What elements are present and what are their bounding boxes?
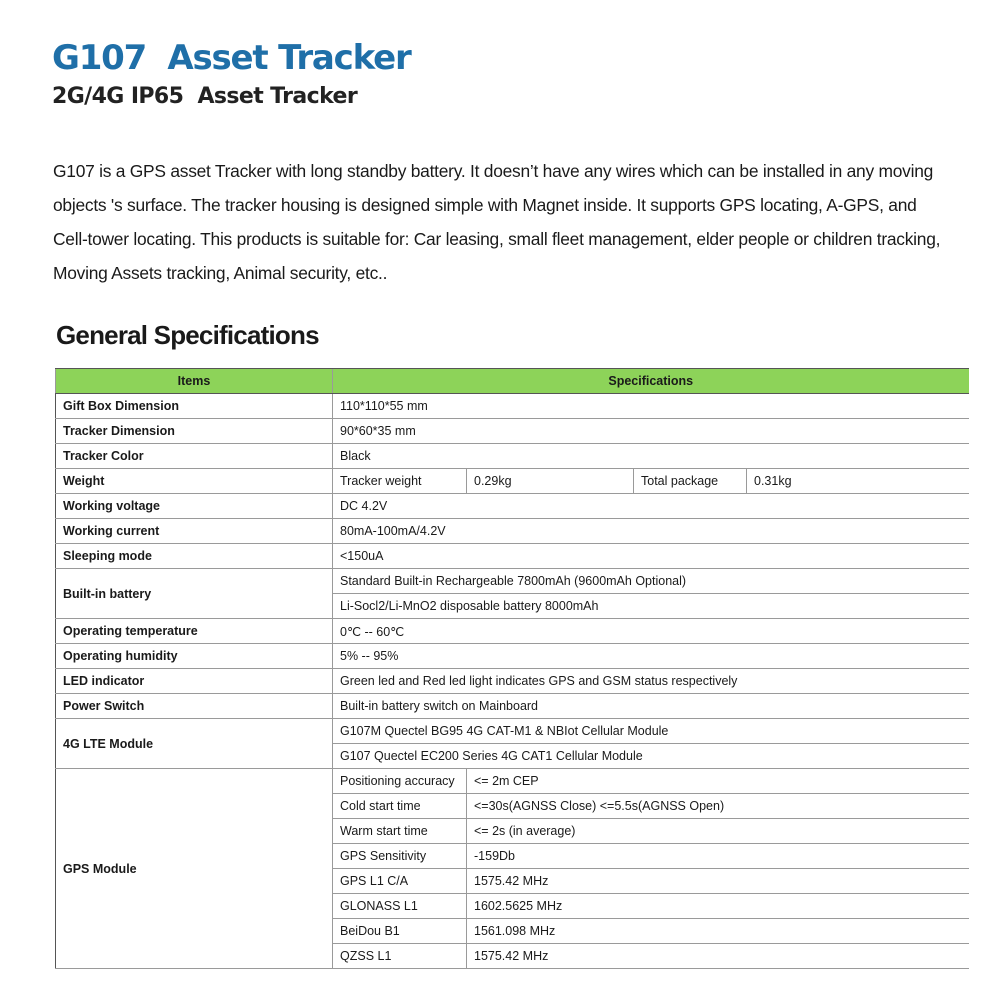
item-tracker-color: Tracker Color <box>56 444 333 469</box>
spec-subname: Tracker weight <box>333 469 467 494</box>
spec-value: 1575.42 MHz <box>467 869 969 894</box>
item-led-indicator: LED indicator <box>56 669 333 694</box>
description-line: Moving Assets tracking, Animal security, etc.. <box>53 263 388 283</box>
spec-value: G107M Quectel BG95 4G CAT-M1 & NBIot Cellular Module <box>333 719 969 744</box>
description-line: Cell-tower locating. This products is suitable for: Car leasing, small fleet management, elder people or children tracking, <box>53 229 941 249</box>
description-line: G107 is a GPS asset Tracker with long standby battery. It doesn’t have any wires which can be installed in any moving <box>53 161 934 181</box>
spec-value: Li-Socl2/Li-MnO2 disposable battery 8000mAh <box>333 594 969 619</box>
spec-value: <=30s(AGNSS Close) <=5.5s(AGNSS Open) <box>467 794 969 819</box>
item-operating-temperature: Operating temperature <box>56 619 333 644</box>
product-title: G107 Asset Tracker <box>52 38 411 78</box>
table-row <box>56 669 969 694</box>
spec-value: <= 2s (in average) <box>467 819 969 844</box>
description-line: objects 's surface. The tracker housing is designed simple with Magnet inside. It supports GPS locating, A-GPS, and <box>53 195 917 215</box>
item-working-current: Working current <box>56 519 333 544</box>
spec-subname: Total package <box>634 469 747 494</box>
item-operating-humidity: Operating humidity <box>56 644 333 669</box>
table-row <box>56 644 969 669</box>
spec-value: 1575.42 MHz <box>467 944 969 969</box>
spec-subname: Positioning accuracy <box>333 769 467 794</box>
item-gift-box-dimension: Gift Box Dimension <box>56 394 333 419</box>
spec-subname: GLONASS L1 <box>333 894 467 919</box>
specifications-table <box>55 368 969 969</box>
spec-subname: QZSS L1 <box>333 944 467 969</box>
header-items: Items <box>56 369 333 394</box>
item-tracker-dimension: Tracker Dimension <box>56 419 333 444</box>
spec-value: 0.31kg <box>747 469 969 494</box>
table-row <box>56 769 969 794</box>
spec-value: 90*60*35 mm <box>333 419 969 444</box>
spec-value: Built-in battery switch on Mainboard <box>333 694 969 719</box>
table-row <box>56 694 969 719</box>
table-row <box>56 419 969 444</box>
spec-value: 1561.098 MHz <box>467 919 969 944</box>
spec-value: DC 4.2V <box>333 494 969 519</box>
spec-subname: GPS L1 C/A <box>333 869 467 894</box>
spec-value: 110*110*55 mm <box>333 394 969 419</box>
spec-value: G107 Quectel EC200 Series 4G CAT1 Cellular Module <box>333 744 969 769</box>
spec-subname: Cold start time <box>333 794 467 819</box>
spec-value: <= 2m CEP <box>467 769 969 794</box>
table-row <box>56 444 969 469</box>
table-row <box>56 394 969 419</box>
table-row <box>56 519 969 544</box>
product-subtitle: 2G/4G IP65 Asset Tracker <box>52 84 358 109</box>
spec-subname: Warm start time <box>333 819 467 844</box>
table-row <box>56 469 969 494</box>
item-built-in-battery: Built-in battery <box>56 569 333 619</box>
item-power-switch: Power Switch <box>56 694 333 719</box>
spec-subname: BeiDou B1 <box>333 919 467 944</box>
table-row <box>56 719 969 744</box>
item-working-voltage: Working voltage <box>56 494 333 519</box>
spec-value: Standard Built-in Rechargeable 7800mAh (9600mAh Optional) <box>333 569 969 594</box>
product-description <box>53 154 973 290</box>
item-sleeping-mode: Sleeping mode <box>56 544 333 569</box>
spec-value: 5% -- 95% <box>333 644 969 669</box>
spec-value: <150uA <box>333 544 969 569</box>
table-row <box>56 544 969 569</box>
table-row <box>56 494 969 519</box>
table-row <box>56 619 969 644</box>
spec-value: 80mA-100mA/4.2V <box>333 519 969 544</box>
spec-value: 0℃ -- 60℃ <box>333 619 969 644</box>
spec-subname: GPS Sensitivity <box>333 844 467 869</box>
item-weight: Weight <box>56 469 333 494</box>
spec-value: -159Db <box>467 844 969 869</box>
spec-value: Black <box>333 444 969 469</box>
header-specifications: Specifications <box>333 369 969 394</box>
section-title-general-specifications: General Specifications <box>56 320 319 350</box>
spec-value: 0.29kg <box>467 469 634 494</box>
spec-value: Green led and Red led light indicates GPS and GSM status respectively <box>333 669 969 694</box>
table-row <box>56 569 969 594</box>
item-gps-module: GPS Module <box>56 769 333 969</box>
spec-value: 1602.5625 MHz <box>467 894 969 919</box>
item-4g-lte-module: 4G LTE Module <box>56 719 333 769</box>
table-header-row <box>56 369 969 394</box>
